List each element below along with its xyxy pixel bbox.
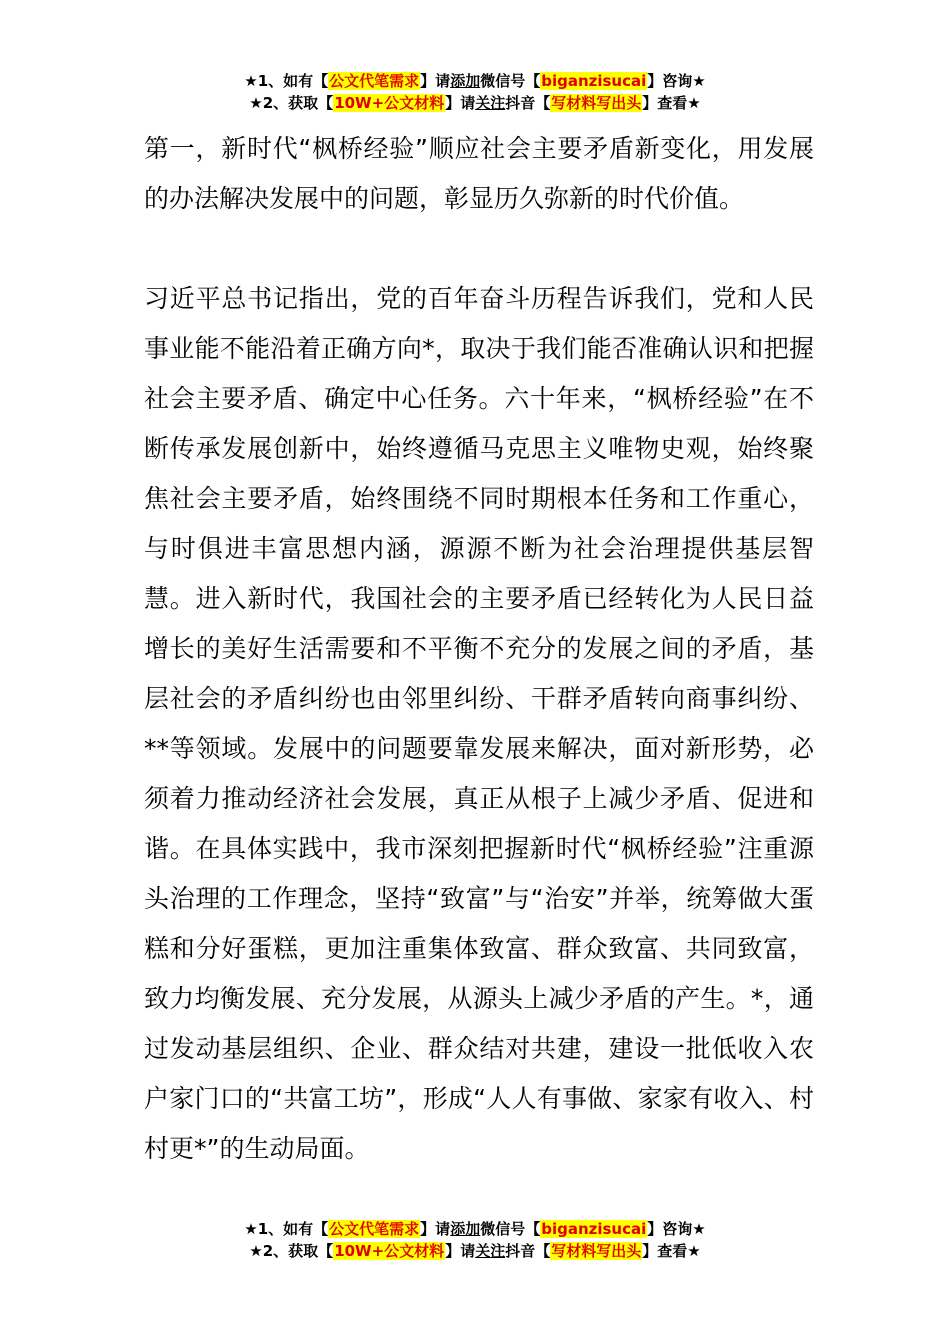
highlight-tag: 10W+公文材料 (334, 94, 445, 112)
banner-text: ★2、获取【 (249, 1242, 334, 1260)
section-heading: 第一，新时代“枫桥经验”顺应社会主要矛盾新变化，用发展的办法解决发展中的问题，彰显历久弥新的时代价值。 (144, 134, 814, 213)
emphasis-text: 关注 (475, 94, 506, 112)
banner-text: 微信号【 (480, 72, 541, 90)
footer-banner-line-2 (0, 1240, 950, 1262)
wechat-id-tag: biganzisucai (541, 72, 647, 90)
paragraph-spacer (144, 224, 814, 274)
emphasis-text: 添加 (450, 72, 481, 90)
header-banner (0, 70, 950, 114)
highlight-tag: 公文代笔需求 (329, 1220, 420, 1238)
emphasis-text: 关注 (475, 1242, 506, 1260)
douyin-id-tag: 写材料写出头 (551, 1242, 642, 1260)
banner-text: 】咨询★ (647, 72, 706, 90)
banner-text: ★1、如有【 (244, 1220, 329, 1238)
banner-text: 抖音【 (505, 1242, 551, 1260)
body-paragraph: 习近平总书记指出，党的百年奋斗历程告诉我们，党和人民事业能不能沿着正确方向*，取决于我们能否准确认识和把握社会主要矛盾、确定中心任务。六十年来，“枫桥经验”在不断传承发展创新中，始终遵循马克思主义唯物史观，始终聚焦社会主要矛盾，始终围绕不同时期根本任务和工作重心，与时俱进丰富思想内涵，源源不断为社会治理提供基层智慧。进入新时代，我国社会的主要矛盾已经转化为人民日益增长的美好生活需要和不平衡不充分的发展之间的矛盾，基层社会的矛盾纠纷也由邻里纠纷、干群矛盾转向商事纠纷、**等领域。发展中的问题要靠发展来解决，面对新形势，必须着力推动经济社会发展，真正从根子上减少矛盾、促进和谐。在具体实践中，我市深刻把握新时代“枫桥经验”注重源头治理的工作理念，坚持“致富”与“治安”并举，统筹做大蛋糕和分好蛋糕，更加注重集体致富、群众致富、共同致富，致力均衡发展、充分发展，从源头上减少矛盾的产生。*，通过发动基层组织、企业、群众结对共建，建设一批低收入农户家门口的“共富工坊”，形成“人人有事做、家家有收入、村村更*”的生动局面。 (144, 284, 814, 1163)
header-banner-line-1 (0, 70, 950, 92)
banner-text: 】请 (445, 1242, 476, 1260)
banner-text: 】查看★ (642, 1242, 701, 1260)
header-banner-line-2 (0, 92, 950, 114)
banner-text: 抖音【 (505, 94, 551, 112)
banner-text: ★2、获取【 (249, 94, 334, 112)
banner-text: 】请 (420, 72, 451, 90)
banner-text: 微信号【 (480, 1220, 541, 1238)
emphasis-text: 添加 (450, 1220, 481, 1238)
document-body (144, 124, 814, 1174)
banner-text: ★1、如有【 (244, 72, 329, 90)
banner-text: 】请 (445, 94, 476, 112)
banner-text: 】查看★ (642, 94, 701, 112)
footer-banner-line-1 (0, 1218, 950, 1240)
wechat-id-tag: biganzisucai (541, 1220, 647, 1238)
banner-text: 】请 (420, 1220, 451, 1238)
douyin-id-tag: 写材料写出头 (551, 94, 642, 112)
highlight-tag: 公文代笔需求 (329, 72, 420, 90)
highlight-tag: 10W+公文材料 (334, 1242, 445, 1260)
footer-banner (0, 1218, 950, 1262)
banner-text: 】咨询★ (647, 1220, 706, 1238)
